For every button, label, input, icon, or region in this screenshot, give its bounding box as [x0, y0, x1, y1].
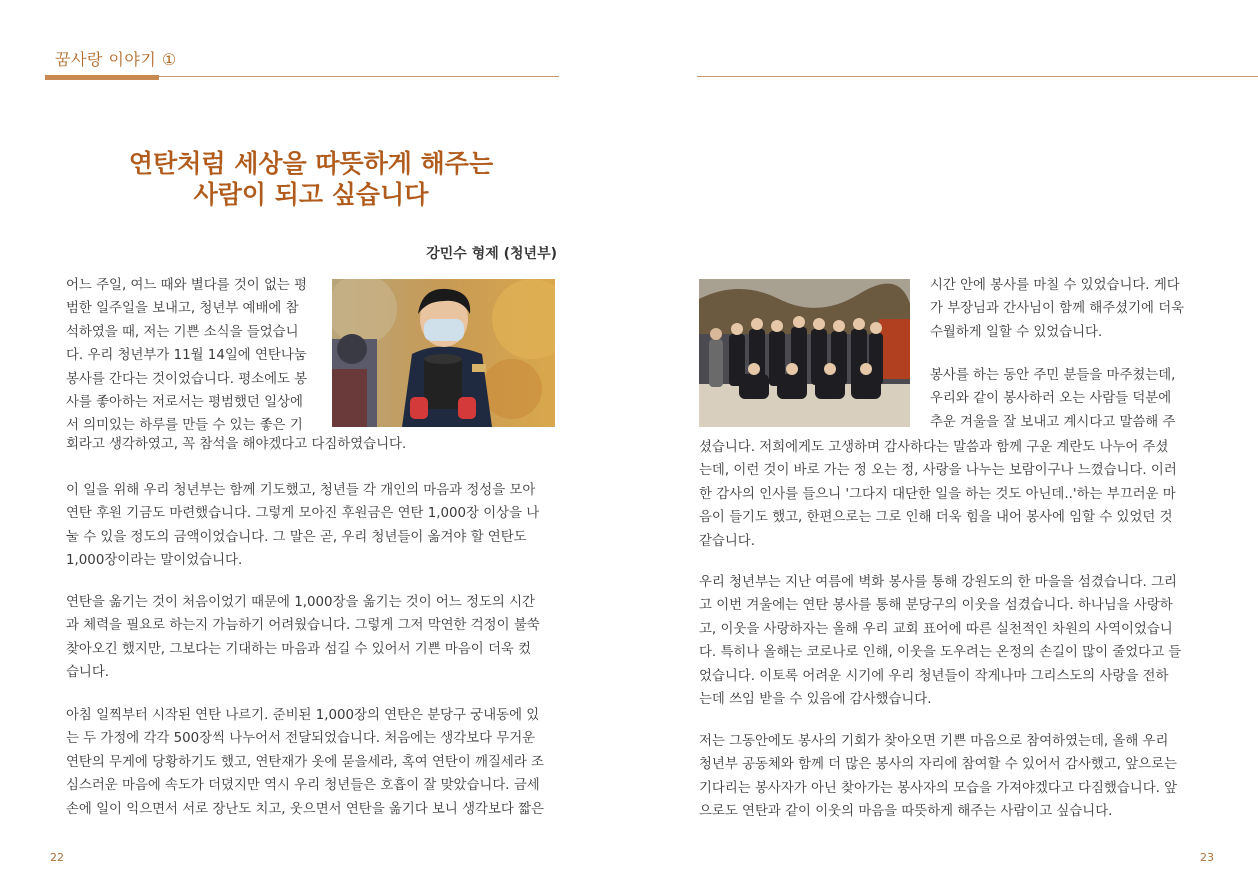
- text-line: 었습니다. 이토록 어려운 시기에 우리 청년들이 작게나마 그리스도의 사랑을 전하: [699, 668, 1169, 684]
- text-line: 다. 특히나 올해는 코로나로 인해, 이웃을 도우려는 온정의 손길이 많이 줄었다고 들: [699, 645, 1182, 661]
- right-p1-narrow: [930, 274, 1192, 344]
- title-line-1: 연탄처럼 세상을 따뜻하게 해주는: [128, 149, 494, 178]
- text-line: 기다리는 봉사자가 아닌 찾아가는 봉사자의 모습을 가져야겠다고 다짐했습니다. 앞: [699, 780, 1178, 796]
- text-line: 같습니다.: [699, 533, 755, 549]
- text-line: 석하였을 때, 저는 기쁜 소식을 들었습니: [66, 324, 299, 340]
- text-line: 이 일을 위해 우리 청년부는 함께 기도했고, 청년들 각 개인의 마음과 정성을 모아: [66, 483, 536, 498]
- text-line: 우리와 같이 봉사하러 오는 사람들 덕분에: [930, 391, 1172, 407]
- text-line: 연탄 후원 기금도 마련했습니다. 그렇게 모아진 후원금은 연탄 1,000장 이상을 나: [66, 506, 540, 522]
- text-line: 으로도 연탄과 같이 이웃의 마음을 따뜻하게 해주는 사람이고 싶습니다.: [699, 804, 1113, 820]
- text-line: 습니다.: [66, 665, 110, 681]
- text-line: 연탄을 옮기는 것이 처음이었기 때문에 1,000장을 옮기는 것이 어느 정도의 시간: [66, 595, 535, 610]
- article-author: 강민수 형제 (청년부): [426, 246, 557, 262]
- text-line: 는 두 가정에 각각 500장씩 나누어서 전달되었습니다. 처음에는 생각보다 무거운: [66, 731, 536, 747]
- text-line: 아침 일찍부터 시작된 연탄 나르기. 준비된 1,000장의 연탄은 분당구 궁내동에 있: [66, 708, 540, 723]
- photo-volunteer-briquette-art: [332, 279, 555, 427]
- text-line: 는데 쓰임 받을 수 있음에 감사했습니다.: [699, 692, 932, 708]
- text-line: 찾아오긴 했지만, 그보다는 기대하는 마음과 섬길 수 있어서 기쁜 마음이 더욱 컸: [66, 641, 532, 657]
- text-line: 다. 우리 청년부가 11월 14일에 연탄나눔: [66, 348, 307, 364]
- text-line: 는데, 이런 것이 바로 가는 정 오는 정, 사랑을 나누는 보람이구나 느꼈습니다. 이러: [699, 463, 1177, 479]
- text-line: 음이 들기도 했고, 한편으로는 그로 인해 더욱 힘을 내어 봉사에 임할 수 있었던 것: [699, 510, 1173, 526]
- photo-group-volunteers: [699, 279, 910, 427]
- text-line: 추운 겨울을 잘 보내고 계시다고 말씀해 주: [930, 414, 1176, 430]
- right-p4: [699, 730, 1191, 824]
- article-title: [65, 148, 557, 210]
- right-p3: [699, 571, 1191, 711]
- text-line: 저는 그동안에도 봉사의 기회가 찾아오면 기쁜 마음으로 참여하였는데, 올해 우리: [699, 734, 1169, 749]
- title-line-2: 사람이 되고 싶습니다: [193, 180, 429, 209]
- text-line: 청년부 공동체와 함께 더 많은 봉사의 자리에 참여할 수 있어서 감사했고, 앞으로는: [699, 757, 1177, 773]
- right-p2-full: [699, 436, 1191, 553]
- text-line: 과 체력을 필요로 하는지 가늠하기 어려웠습니다. 그렇게 그저 막연한 걱정이 불쑥: [66, 618, 540, 634]
- text-line: 한 감사의 인사를 들으니 '그다지 대단한 일을 하는 것도 아닌데..'하는 부끄러운 마: [699, 486, 1176, 502]
- header-tab-bar: [45, 75, 159, 80]
- left-p1-full: [66, 433, 558, 456]
- text-line: 1,000장이라는 말이었습니다.: [66, 553, 243, 569]
- text-line: 셨습니다. 저희에게도 고생하며 감사하다는 말씀과 함께 구운 계란도 나누어 주셨: [699, 440, 1169, 455]
- text-line: 봉사를 하는 동안 주민 분들을 마주쳤는데,: [930, 368, 1176, 383]
- left-p3: [66, 591, 558, 685]
- left-p2: [66, 479, 558, 573]
- text-line: 손에 일이 익으면서 서로 장난도 치고, 웃으면서 연탄을 옮기다 보니 생각보다 짧은: [66, 801, 544, 817]
- page-number-left: 22: [50, 851, 64, 864]
- photo-volunteer-briquette: [332, 279, 555, 427]
- text-line: 어느 주일, 여느 때와 별다를 것이 없는 평: [66, 278, 308, 293]
- text-line: 우리 청년부는 지난 여름에 벽화 봉사를 통해 강원도의 한 마을을 섬겼습니다. 그리: [699, 575, 1177, 590]
- text-line: 고 이번 겨울에는 연탄 봉사를 통해 분당구의 이웃을 섬겼습니다. 하나님을 사랑하: [699, 598, 1173, 614]
- text-line: 봉사를 간다는 것이었습니다. 평소에도 봉: [66, 371, 308, 387]
- text-line: 시간 안에 봉사를 마칠 수 있었습니다. 게다: [930, 278, 1180, 293]
- text-line: 눌 수 있을 정도의 금액이었습니다. 그 말은 곧, 우리 청년들이 옮겨야 할 연탄도: [66, 529, 527, 545]
- text-line: 수월하게 일할 수 있었습니다.: [930, 324, 1103, 340]
- text-line: 심스러운 마음에 속도가 더뎠지만 역시 우리 청년들은 호흡이 잘 맞았습니다. 금세: [66, 778, 540, 794]
- page-number-right: 23: [1200, 851, 1214, 864]
- text-line: 범한 일주일을 보내고, 청년부 예배에 참: [66, 301, 299, 317]
- photo-group-volunteers-art: [699, 279, 910, 427]
- text-line: 고, 이웃을 사랑하자는 올해 우리 교회 표어에 따른 실천적인 차원의 사역이었습니: [699, 621, 1173, 637]
- right-page: [629, 0, 1258, 892]
- header-rule-right: [697, 76, 1258, 77]
- left-p1-narrow: [66, 274, 316, 438]
- text-line: 가 부장님과 간사님이 함께 해주셨기에 더욱: [930, 301, 1185, 317]
- text-line: 서 의미있는 하루를 만들 수 있는 좋은 기: [66, 418, 303, 434]
- text-line: 사를 좋아하는 저로서는 평범했던 일상에: [66, 395, 303, 411]
- text-line: 연탄의 무게에 당황하기도 했고, 연탄재가 옷에 묻을세라, 혹여 연탄이 깨질세라 조: [66, 754, 544, 770]
- section-label: 꿈사랑 이야기 ①: [55, 50, 177, 69]
- text-line: 회라고 생각하였고, 꼭 참석을 해야겠다고 다짐하였습니다.: [66, 437, 407, 452]
- right-p2-narrow: [930, 364, 1192, 434]
- left-p4: [66, 704, 558, 821]
